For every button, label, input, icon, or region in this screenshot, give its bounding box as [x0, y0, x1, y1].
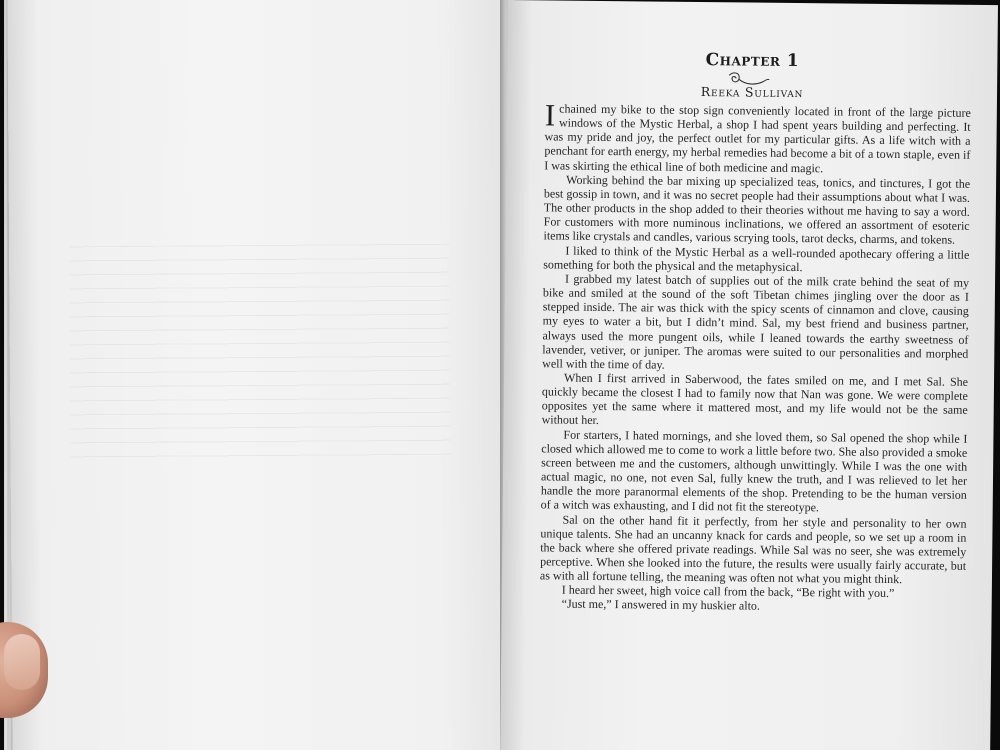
- paragraph: “Just me,” I answered in my huskier alto.: [561, 597, 761, 614]
- drop-cap: I: [544, 97, 556, 133]
- thumbnail: [4, 634, 40, 690]
- paragraph: I heard her sweet, high voice call from the back, “Be right with you.”: [561, 582, 895, 601]
- paragraph-text: chained my bike to the stop sign conveniently located in front of the large picture windows of the Mystic Herbal, a shop I had spent years building and perfecting. It was my pride and joy, the perfect outlet for my particular gifts. As a life witch with a penchant for earth energy, my herbal remedies had become a bit of a town staple, even if I was skirting the ethical line of both medicine and magic.: [544, 101, 971, 175]
- paragraph: For starters, I hated mornings, and she loved them, so Sal opened the shop while I closed which allowed me to come to work a little before two. She also provided a smoke screen between me and the customers, although unwittingly. While I was the one with actual magic, no one, not even Sal, fully knew the truth, and I was relieved to let her handle the more paranormal elements of the shop. Pretending to be the human version of a witch was exhausting, and I did not fit the stereotype.: [540, 427, 968, 515]
- paragraph: Working behind the bar mixing up specialized teas, tonics, and tinctures, I got the best gossip in town, and it was no secret people had their assumptions about what I was. The other products in the shop added to their theories without me having to say a word. For customers with more numinous inclinations, we offered an assortment of esoteric items like crystals and candles, various scrying tools, tarot decks, charms, and tokens.: [543, 172, 971, 248]
- paragraph: When I first arrived in Saberwood, the fates smiled on me, and I met Sal. She quickly became the closest I had to family now that Nan was gone. We were complete opposites yet the same where it mattered most, and my life would not be the same without her.: [541, 370, 969, 428]
- paragraph: Sal on the other hand fit it perfectly, from her style and personality to her own unique talents. She had an uncanny knack for cards and people, so we set up a room in the back where she offered private readings. While Sal was no seer, she was extremely perceptive. When she looked into the future, the results were usually fairly accurate, but as with all fortune telling, the meaning was often not what you might think.: [539, 512, 967, 587]
- chapter-title: Chapter 1: [705, 50, 800, 72]
- bleed-through-text: [69, 244, 451, 467]
- right-page: [500, 0, 998, 750]
- author-name: Reeka Sullivan: [700, 84, 804, 101]
- left-page-blank: [7, 0, 517, 750]
- chapter-body: [539, 97, 971, 615]
- paragraph: [544, 97, 971, 176]
- paragraph: I grabbed my latest batch of supplies out of the milk crate behind the seat of my bike and smiled at the sound of the soft Tibetan chimes jingling over the door as I stepped inside. The air was thick with the spicy scents of cinnamon and clove, causing my eyes to water a bit, but I didn’t mind. Sal, my best friend and business partner, always used the more pungent oils, while I leaned towards the earthy sweetness of lavender, vetiver, or juniper. The aromas were suited to our personalities and morphed well with the time of day.: [542, 271, 970, 372]
- paragraph: I liked to think of the Mystic Herbal as a well-rounded apothecary offering a little something for both the physical and the metaphysical.: [543, 243, 970, 274]
